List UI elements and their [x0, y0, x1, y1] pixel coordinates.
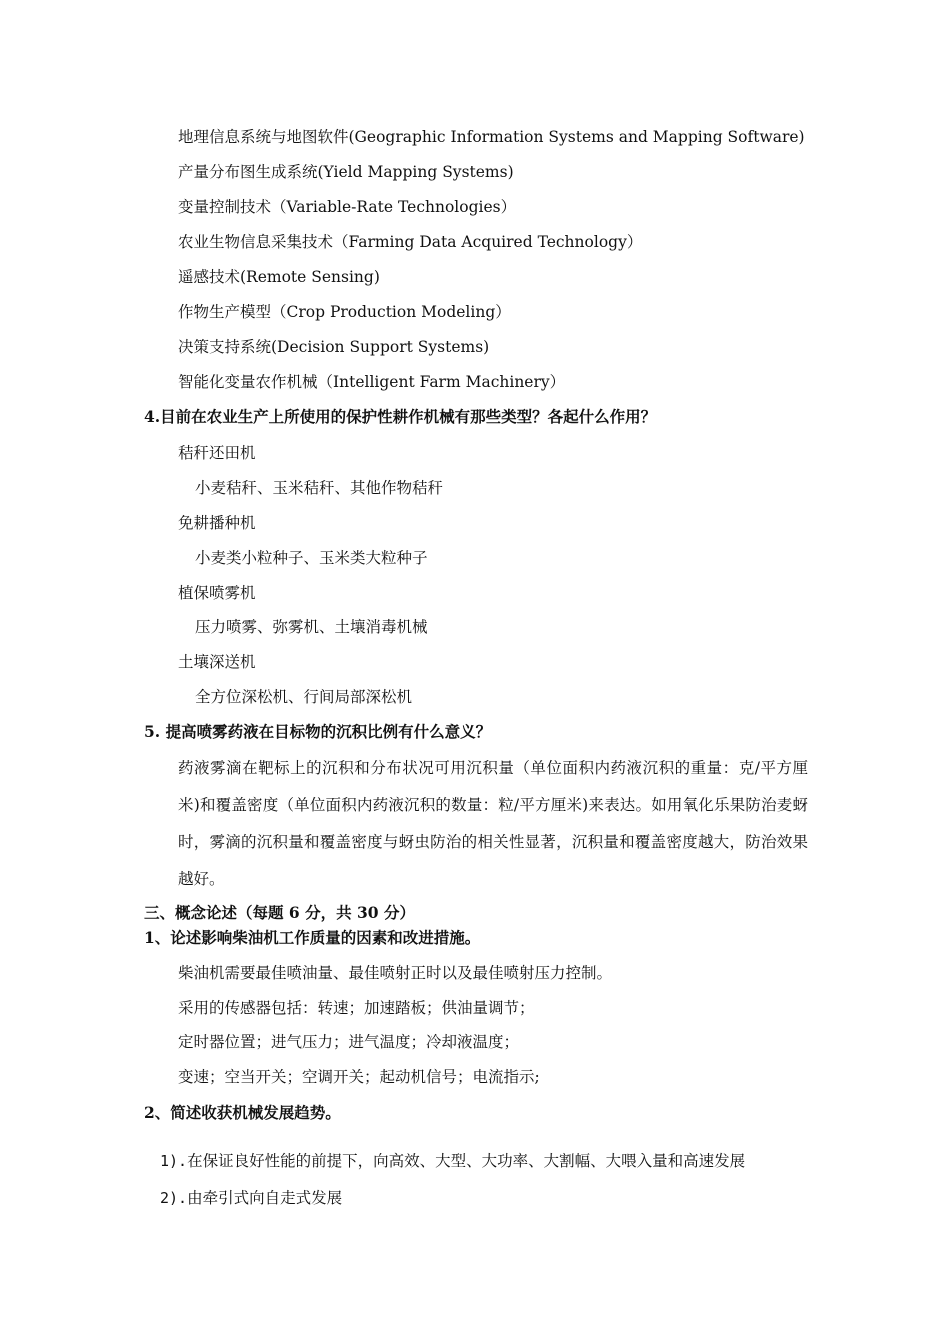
machine-detail: 小麦秸秆、玉米秸秆、其他作物秸秆	[195, 479, 444, 497]
list-item: 农业生物信息采集技术（Farming Data Acquired Technology）	[178, 233, 643, 251]
machine-type: 秸秆还田机	[178, 444, 256, 462]
question-heading: 2、简述收获机械发展趋势。	[144, 1103, 341, 1122]
question-heading: 1、论述影响柴油机工作质量的因素和改进措施。	[144, 928, 481, 947]
answer-line: 定时器位置；进气压力；进气温度；冷却液温度；	[178, 1033, 520, 1051]
list-item: 变量控制技术（Variable-Rate Technologies）	[178, 198, 517, 216]
point-number: 1).	[160, 1152, 188, 1170]
list-item: 产量分布图生成系统(Yield Mapping Systems)	[178, 163, 514, 181]
answer-paragraph: 药液雾滴在靶标上的沉积和分布状况可用沉积量（单位面积内药液沉积的重量：克/平方厘米)和覆盖密度（单位面积内药液沉积的数量：粒/平方厘米)来表达。如用氧化乐果防治麦蚜时，雾滴的沉积量和覆盖密度与蚜虫防治的相关性显著，沉积量和覆盖密度越大，防治效果越好。	[178, 759, 808, 888]
answer-line: 采用的传感器包括：转速；加速踏板；供油量调节；	[178, 999, 535, 1017]
list-item: 作物生产模型（Crop Production Modeling）	[178, 303, 511, 321]
point-text: 由牵引式向自走式发展	[187, 1189, 343, 1207]
machine-type: 土壤深送机	[178, 653, 256, 671]
point-number: 2).	[160, 1189, 188, 1207]
machine-type: 植保喷雾机	[178, 584, 256, 602]
list-item: 决策支持系统(Decision Support Systems)	[178, 338, 490, 356]
question-heading: 4.目前在农业生产上所使用的保护性耕作机械有那些类型？各起什么作用？	[144, 407, 657, 426]
answer-line: 变速；空当开关；空调开关；起动机信号；电流指示;	[178, 1068, 540, 1086]
question-heading: 5. 提高喷雾药液在目标物的沉积比例有什么意义？	[144, 722, 492, 741]
section-heading: 三、概念论述（每题 6 分，共 30 分）	[144, 903, 415, 922]
list-item: 智能化变量农作机械（Intelligent Farm Machinery）	[178, 373, 566, 391]
point-text: 在保证良好性能的前提下，向高效、大型、大功率、大割幅、大喂入量和高速发展	[187, 1152, 746, 1170]
list-item: 地理信息系统与地图软件(Geographic Information Systems and Mapping Software)	[178, 128, 805, 146]
machine-type: 免耕播种机	[178, 514, 256, 532]
answer-line: 柴油机需要最佳喷油量、最佳喷射正时以及最佳喷射压力控制。	[178, 964, 613, 982]
machine-detail: 小麦类小粒种子、玉米类大粒种子	[195, 549, 428, 567]
list-item: 遥感技术(Remote Sensing)	[178, 268, 380, 286]
numbered-point	[160, 1188, 342, 1208]
machine-detail: 压力喷雾、弥雾机、土壤消毒机械	[195, 618, 428, 636]
machine-detail: 全方位深松机、行间局部深松机	[195, 688, 413, 706]
numbered-point	[160, 1151, 745, 1171]
